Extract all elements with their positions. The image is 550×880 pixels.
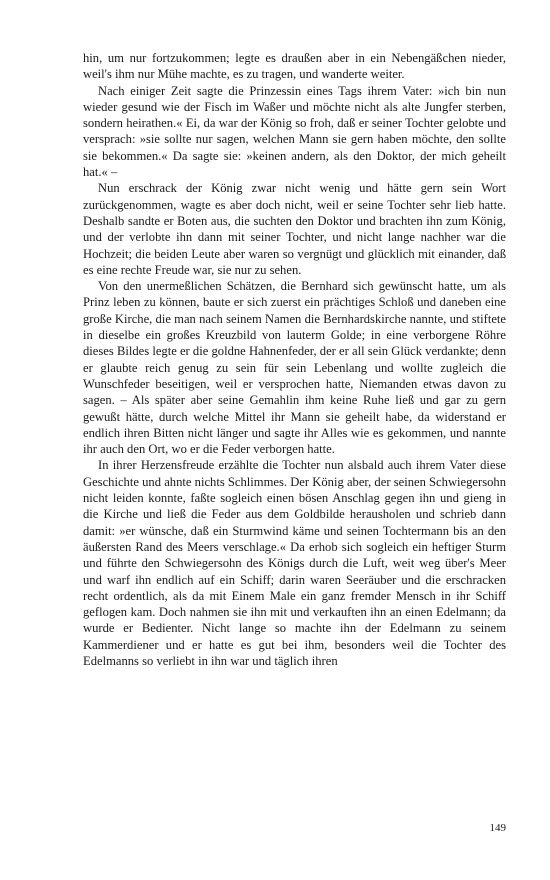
paragraph-1: hin, um nur fortzukommen; legte es draußen aber in ein Nebengäßchen nieder, weil's ihm nur Mühe machte, es zu tragen, und wanderte weiter.	[83, 51, 506, 82]
paragraph-2: Nach einiger Zeit sagte die Prinzessin eines Tags ihrem Vater: »ich bin nun wieder gesund wie der Fisch im Waßer und möchte nicht als alte Jungfer sterben, sondern heirathen.« Ei, da war der König so froh, daß er seiner Tochter gelobte und versprach: »sie sollte nur sagen, welchen Mann sie gern haben möchte, den sollte sie bekommen.« Da sagte sie: »keinen andern, als den Doktor, der mich geheilt hat.« –	[83, 83, 506, 180]
paragraph-5: In ihrer Herzensfreude erzählte die Tochter nun alsbald auch ihrem Vater diese Geschichte und ahnte nichts Schlimmes. Der König aber, der seinen Schwiegersohn nicht leiden konnte, faßte sogleich einen bösen Anschlag gegen ihn und gieng in die Kirche und ließ die Feder aus dem Goldbilde herausholen und schrieb dann damit: »er wünsche, daß ein Sturmwind käme und seinen Tochtermann bis an den äußersten Rand des Meers verschlage.« Da erhob sich sogleich ein heftiger Sturm und führte den Schwiegersohn des Königs durch die Luft, weit weg über's Meer und warf ihn endlich auf ein Schiff; darin waren Seeräuber und die erschracken recht ordentlich, als da mit Einem Male ein ganz fremder Mensch in ihr Schiff geflogen kam. Doch nahmen sie ihn mit und verkauften ihn an einen Edelmann; da wurde er Bedienter. Nicht lange so machte ihn der Edelmann zu seinem Kammerdiener und er hatte es gut bei ihm, besonders weil die Tochter des Edelmanns so verliebt in ihn war und täglich ihren	[83, 458, 506, 668]
paragraph-4: Von den unermeßlichen Schätzen, die Bernhard sich gewünscht hatte, um als Prinz leben zu können, baute er sich zuerst ein prächtiges Schloß und daneben eine große Kirche, die man nach seinem Namen die Bernhardskirche nannte, und stiftete in dieselbe ein großes Kreuzbild von lauterm Golde; in eine verborgene Röhre dieses Bildes legte er die goldne Hahnenfeder, der er all sein Glück verdankte; denn er glaubte reich genug zu sein für sein Lebenlang und wollte zugleich die Wunschfeder beseitigen, weil er versprochen hatte, Niemanden etwas davon zu sagen. – Als später aber seine Gemahlin ihm keine Ruhe ließ und gar zu gern gewußt hätte, durch welche Mittel ihr Mann sie geheilt habe, da widerstand er endlich ihren Bitten nicht länger und sagte ihr Alles wie es gekommen, und nannte ihr auch den Ort, wo er die Feder verborgen hatte.	[83, 279, 506, 457]
paragraph-3: Nun erschrack der König zwar nicht wenig und hätte gern sein Wort zurückgenommen, wagte es aber doch nicht, weil er seine Tochter sehr lieb hatte. Deshalb sandte er Boten aus, die suchten den Doktor und brachten ihn zum König, und der verlobte ihn dann mit seiner Tochter, und nicht lange nachher war die Hochzeit; die beiden Leute aber waren so vergnügt und glücklich mit einander, daß es eine rechte Freude war, sie nur zu sehen.	[83, 181, 506, 277]
page-body	[83, 50, 506, 669]
page-number: 149	[489, 822, 506, 834]
